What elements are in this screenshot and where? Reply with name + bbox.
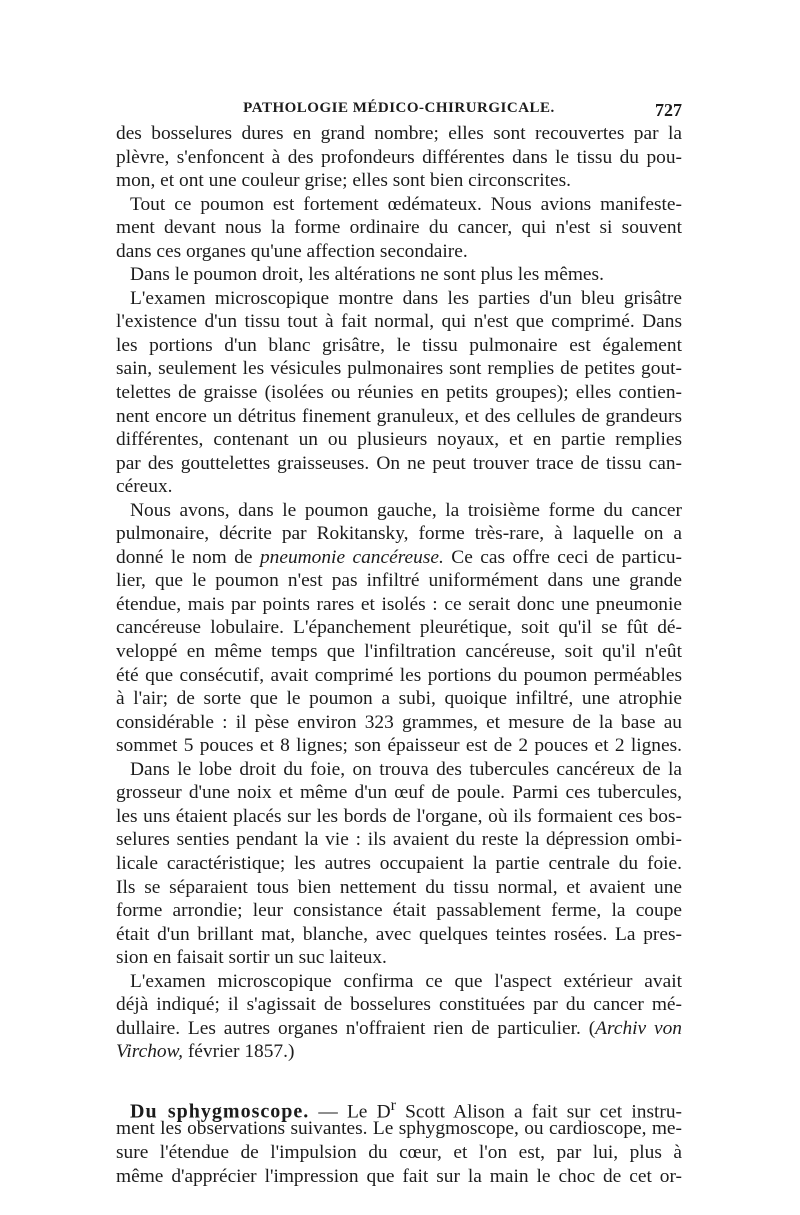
text-line: été que consécutif, avait comprimé les portions du poumon perméables — [116, 664, 682, 686]
text-line: à l'air; de sorte que le poumon a subi, quoique infiltré, une atrophie — [116, 688, 682, 710]
text-line: cancéreuse lobulaire. L'épanchement pleurétique, soit qu'il se fût dé- — [116, 617, 682, 639]
page-number: 727 — [655, 100, 682, 120]
text-line: sure l'étendue de l'impulsion du cœur, et l'on est, par lui, plus à — [116, 1141, 682, 1163]
running-title: PATHOLOGIE MÉDICO-CHIRURGICALE. — [243, 100, 555, 116]
text-line: par des gouttelettes graisseuses. On ne peut trouver trace de tissu can- — [116, 452, 682, 474]
text-line: veloppé en même temps que l'infiltration cancéreuse, soit qu'il n'eût — [116, 641, 682, 663]
text-line: mon, et ont une couleur grise; elles sont bien circonscrites. — [116, 170, 572, 192]
text-line: forme arrondie; leur consistance était passablement ferme, la coupe — [116, 900, 682, 922]
running-head — [116, 100, 682, 124]
text-line: nent encore un détritus finement granuleux, et des cellules de grandeurs — [116, 405, 682, 427]
text-line: Dans le lobe droit du foie, on trouva des tubercules cancéreux de la — [130, 758, 682, 780]
text-line: considérable : il pèse environ 323 grammes, et mesure de la base au — [116, 711, 682, 733]
text-line: pulmonaire, décrite par Rokitansky, forme très-rare, à laquelle on a — [116, 523, 682, 545]
text-line: plèvre, s'enfoncent à des profondeurs différentes dans le tissu du pou- — [116, 146, 682, 168]
text-line: céreux. — [116, 476, 173, 498]
body-text — [116, 122, 682, 1188]
text-line: différentes, contenant un ou plusieurs noyaux, et en partie remplies — [116, 429, 682, 451]
text-line: déjà indiqué; il s'agissait de bosselures constituées par du cancer mé- — [116, 994, 682, 1016]
text-line: Nous avons, dans le poumon gauche, la troisième forme du cancer — [130, 499, 682, 521]
text-line: l'existence d'un tissu tout à fait normal, qui n'est que comprimé. Dans — [116, 311, 682, 333]
italic-term: pneumonie cancéreuse. — [259, 546, 444, 568]
text-line: était d'un brillant mat, blanche, avec quelques teintes rosées. La pres- — [116, 923, 682, 945]
text-fragment: Scott Alison a fait sur cet instru- — [405, 1101, 682, 1123]
text-line: selures senties pendant la vie : ils avaient du reste la dépression ombi- — [116, 829, 682, 851]
text-fragment: donné le nom de — [116, 546, 253, 568]
section-heading: Du sphygmoscope. — [130, 1100, 310, 1123]
text-line: les uns étaient placés sur les bords de l'organe, où ils formaient ces bos- — [116, 805, 682, 827]
text-line: ment devant nous la forme ordinaire du cancer, qui n'est si souvent — [116, 217, 682, 239]
text-line: Ils se séparaient tous bien nettement du tissu normal, et avaient une — [116, 876, 682, 898]
text-line — [116, 1017, 682, 1041]
text-line: dans ces organes qu'une affection secondaire. — [116, 240, 468, 262]
text-fragment: dullaire. Les autres organes n'offraient rien de particulier. ( — [116, 1017, 596, 1039]
text-line: licale caractéristique; les autres occupaient la partie centrale du foie. — [116, 852, 682, 874]
text-line: sommet 5 pouces et 8 lignes; son épaisseur est de 2 pouces et 2 lignes. — [116, 735, 682, 757]
text-line: sain, seulement les vésicules pulmonaires sont remplies de petites gout- — [116, 358, 682, 380]
text-line: les portions d'un blanc grisâtre, le tissu pulmonaire est également — [116, 334, 682, 356]
superscript: r — [390, 1096, 396, 1114]
text-line: même d'apprécier l'impression que fait sur la main le choc de cet or- — [116, 1165, 682, 1187]
section-heading-line — [116, 1094, 682, 1123]
text-line: Dans le poumon droit, les altérations ne sont plus les mêmes. — [130, 264, 604, 286]
text-line: L'examen microscopique montre dans les parties d'un bleu grisâtre — [130, 287, 682, 309]
text-line: des bosselures dures en grand nombre; elles sont recouvertes par la — [116, 123, 682, 144]
section-gap — [116, 1064, 682, 1094]
italic-citation: Archiv von — [595, 1017, 682, 1039]
text-line: ment les observations suivantes. Le sphygmoscope, ou cardioscope, me- — [116, 1118, 682, 1140]
text-line: Tout ce poumon est fortement œdémateux. Nous avions manifeste- — [130, 193, 682, 215]
text-fragment: Ce cas offre ceci de particu- — [451, 546, 682, 568]
text-fragment: — Le D — [318, 1101, 391, 1123]
text-line: sion en faisait sortir un suc laiteux. — [116, 947, 387, 969]
italic-citation: Virchow, — [116, 1041, 183, 1063]
text-line: L'examen microscopique confirma ce que l'aspect extérieur avait — [130, 970, 682, 992]
text-line — [116, 546, 682, 570]
text-line — [116, 1040, 682, 1064]
text-line: lier, que le poumon n'est pas infiltré uniformément dans une grande — [116, 570, 682, 592]
text-line: étendue, mais par points rares et isolés : ce serait donc une pneumonie — [116, 593, 682, 615]
text-line: telettes de graisse (isolées ou réunies en petits groupes); elles contien- — [116, 382, 682, 404]
text-line: grosseur d'une noix et même d'un œuf de poule. Parmi ces tubercules, — [116, 782, 682, 804]
text-fragment: février 1857.) — [187, 1041, 295, 1063]
